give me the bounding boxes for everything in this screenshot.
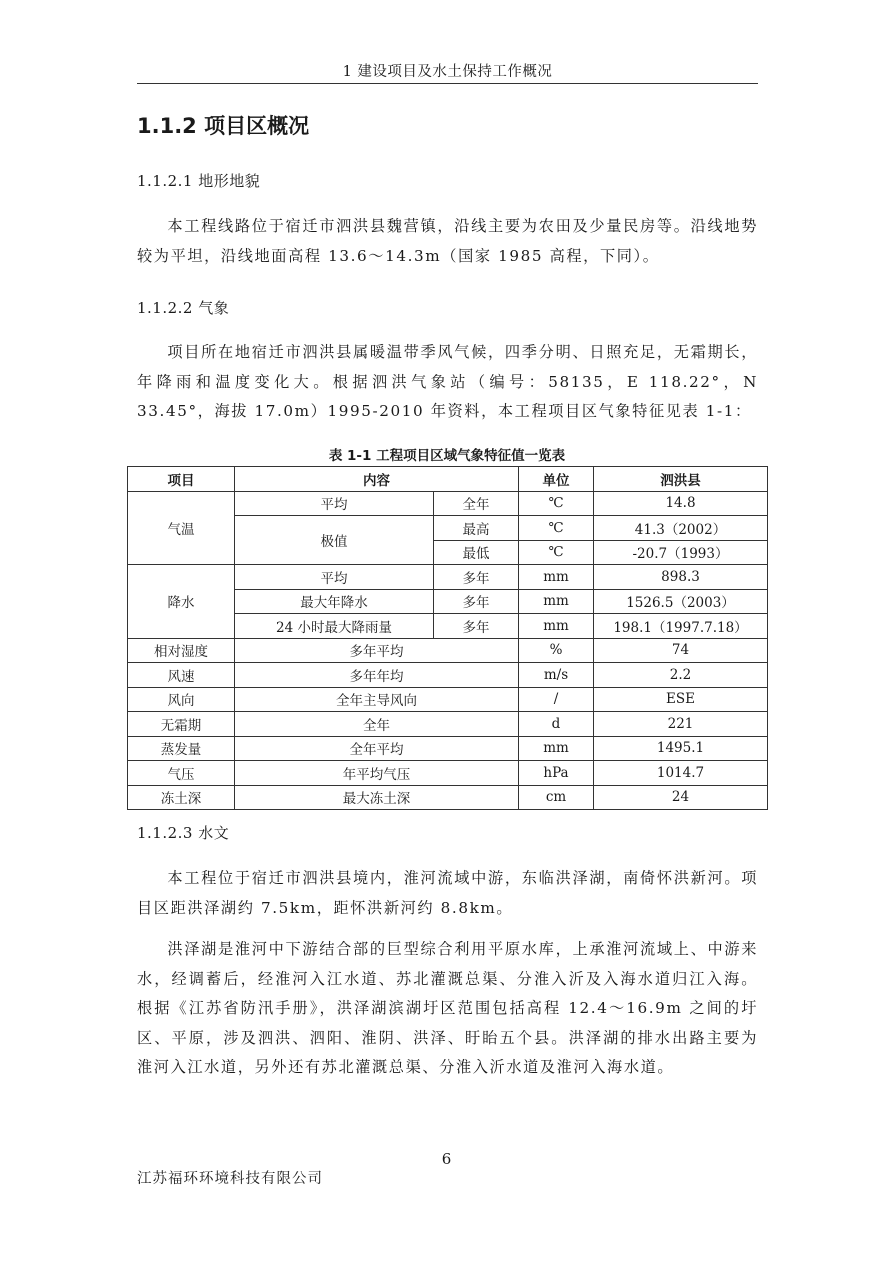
table-row <box>128 785 768 810</box>
cell-content: 平均 <box>235 491 434 516</box>
cell-content: 最大年降水 <box>235 589 434 614</box>
cell-unit: cm <box>519 785 594 810</box>
terrain-heading: 1.1.2.1 地形地貌 <box>137 172 261 190</box>
cell-unit: d <box>519 712 594 737</box>
cell-content-extreme: 极值 <box>235 516 434 565</box>
cell-item: 蒸发量 <box>128 736 235 761</box>
page-header: 1 建设项目及水土保持工作概况 <box>342 64 553 80</box>
cell-value: 1495.1 <box>594 736 768 761</box>
table-row <box>128 663 768 688</box>
cell-value: 2.2 <box>594 663 768 688</box>
cell-value: 198.1（1997.7.18） <box>594 614 768 639</box>
cell-item: 气压 <box>128 761 235 786</box>
cell-value: 41.3（2002） <box>594 516 768 541</box>
cell-content: 全年平均 <box>235 736 519 761</box>
cell-unit: mm <box>519 736 594 761</box>
meteorology-paragraph: 项目所在地宿迁市泗洪县属暖温带季风气候，四季分明、日照充足，无霜期长，年降雨和温度变化大。根据泗洪气象站（编号：58135，E 118.22°，N 33.45°，海拔 17.0m）1995-2010 年资料，本工程项目区气象特征见表 1-1： <box>137 343 758 420</box>
cell-item: 无霜期 <box>128 712 235 737</box>
table-header-row <box>128 467 768 492</box>
cell-unit: ℃ <box>519 516 594 541</box>
cell-unit: mm <box>519 565 594 590</box>
table-row <box>128 687 768 712</box>
cell-period: 多年 <box>434 614 519 639</box>
table-row <box>128 736 768 761</box>
cell-period: 最低 <box>434 540 519 565</box>
cell-value: 24 <box>594 785 768 810</box>
cell-item: 风向 <box>128 687 235 712</box>
terrain-paragraph: 本工程线路位于宿迁市泗洪县魏营镇，沿线主要为农田及少量民房等。沿线地势较为平坦，沿线地面高程 13.6～14.3m（国家 1985 高程，下同）。 <box>137 217 758 265</box>
header-unit: 单位 <box>519 467 594 492</box>
cell-content: 全年主导风向 <box>235 687 519 712</box>
cell-content: 年平均气压 <box>235 761 519 786</box>
cell-unit: / <box>519 687 594 712</box>
cell-item: 冻土深 <box>128 785 235 810</box>
header-divider <box>137 83 758 84</box>
cell-period: 最高 <box>434 516 519 541</box>
cell-value: 74 <box>594 638 768 663</box>
footer-company: 江苏福环环境科技有限公司 <box>137 1171 323 1187</box>
cell-period: 全年 <box>434 491 519 516</box>
cell-value: 1526.5（2003） <box>594 589 768 614</box>
header-item: 项目 <box>128 467 235 492</box>
row-label-precipitation: 降水 <box>128 565 235 639</box>
cell-unit: ℃ <box>519 540 594 565</box>
hydrology-paragraph-2: 洪泽湖是淮河中下游结合部的巨型综合利用平原水库，上承淮河流域上、中游来水，经调蓄后，经淮河入江水道、苏北灌溉总渠、分淮入沂及入海水道归江入海。根据《江苏省防汛手册》，洪泽湖滨湖圩区范围包括高程 12.4～16.9m 之间的圩区、平原，涉及泗洪、泗阳、淮阴、洪泽、盱眙五个县。洪泽湖的排水出路主要为淮河入江水道，另外还有苏北灌溉总渠、分淮入沂水道及淮河入海水道。 <box>137 940 758 1076</box>
cell-content: 最大冻土深 <box>235 785 519 810</box>
table-row <box>128 761 768 786</box>
cell-unit: ℃ <box>519 491 594 516</box>
table-row <box>128 638 768 663</box>
cell-item: 风速 <box>128 663 235 688</box>
cell-content: 平均 <box>235 565 434 590</box>
cell-value: -20.7（1993） <box>594 540 768 565</box>
cell-value: 221 <box>594 712 768 737</box>
cell-unit: mm <box>519 614 594 639</box>
section-heading: 1.1.2 项目区概况 <box>137 114 310 138</box>
header-value: 泗洪县 <box>594 467 768 492</box>
page-number: 6 <box>441 1150 452 1168</box>
cell-content: 全年 <box>235 712 519 737</box>
hydrology-paragraph-1: 本工程位于宿迁市泗洪县境内，淮河流域中游，东临洪泽湖，南倚怀洪新河。项目区距洪泽湖约 7.5km，距怀洪新河约 8.8km。 <box>137 869 758 917</box>
cell-value: 898.3 <box>594 565 768 590</box>
cell-unit: mm <box>519 589 594 614</box>
meteorology-heading: 1.1.2.2 气象 <box>137 299 230 317</box>
cell-unit: % <box>519 638 594 663</box>
table-row <box>128 712 768 737</box>
cell-period: 多年 <box>434 565 519 590</box>
cell-unit: m/s <box>519 663 594 688</box>
cell-value: 1014.7 <box>594 761 768 786</box>
meteorology-table <box>127 466 768 810</box>
table-row <box>128 565 768 590</box>
table-row <box>128 491 768 516</box>
cell-content: 多年平均 <box>235 638 519 663</box>
cell-unit: hPa <box>519 761 594 786</box>
cell-period: 多年 <box>434 589 519 614</box>
row-label-temperature: 气温 <box>128 491 235 565</box>
cell-value: 14.8 <box>594 491 768 516</box>
cell-item: 相对湿度 <box>128 638 235 663</box>
header-content: 内容 <box>235 467 519 492</box>
hydrology-heading: 1.1.2.3 水文 <box>137 824 230 842</box>
cell-value: ESE <box>594 687 768 712</box>
table-caption: 表 1-1 工程项目区域气象特征值一览表 <box>328 448 566 464</box>
cell-content: 多年年均 <box>235 663 519 688</box>
cell-content: 24 小时最大降雨量 <box>235 614 434 639</box>
